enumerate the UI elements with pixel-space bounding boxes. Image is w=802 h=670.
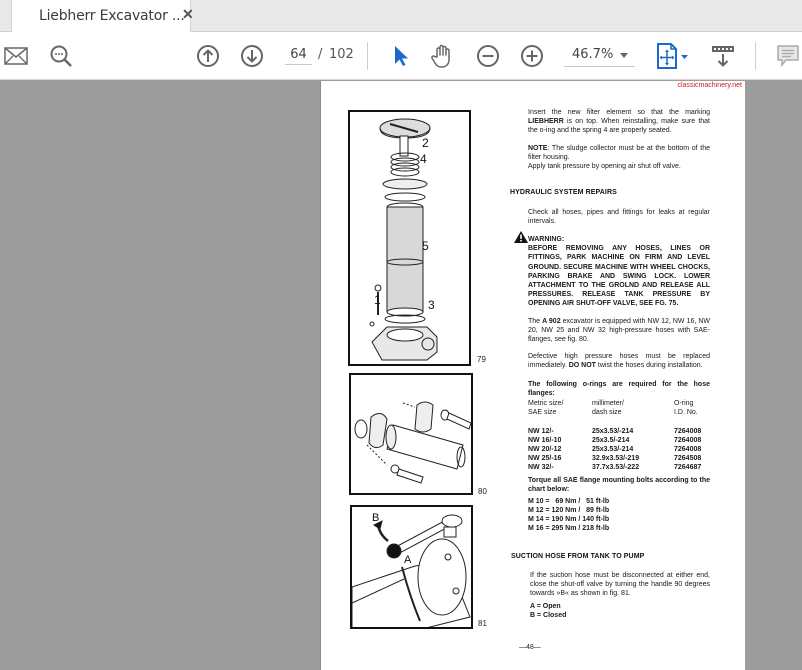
warning-block (528, 235, 710, 309)
svg-text:1: 1 (374, 293, 381, 307)
cell: NW 16/-10 (528, 436, 562, 444)
cell: 7264687 (674, 464, 702, 472)
figure-number: 79 (477, 355, 486, 364)
document-viewport[interactable] (0, 81, 802, 670)
do-not-bold: DO NOT (568, 362, 596, 370)
oring-table (528, 399, 714, 473)
table-header-row (528, 408, 714, 417)
fit-page-icon[interactable] (656, 43, 690, 69)
warning-title: WARNING: (528, 236, 565, 243)
torque-row: M 10 = 69 Nm / 51 ft-lb (528, 498, 610, 505)
figure-80-hose-flange (349, 373, 473, 495)
liebherr-bold: LIEBHERR (528, 118, 564, 126)
table-row (528, 445, 714, 454)
text: The (528, 318, 543, 325)
svg-text:4: 4 (420, 152, 427, 166)
torque-row: M 12 = 120 Nm / 89 ft-lb (528, 507, 610, 514)
chevron-down-icon (620, 53, 628, 58)
pdf-page (320, 81, 745, 670)
next-page-icon[interactable] (239, 43, 265, 69)
note-label: NOTE (528, 145, 548, 152)
cell: 37.7x3.53/-222 (592, 464, 640, 472)
figure-number: 80 (478, 487, 487, 496)
zoom-value: 46.7% (572, 47, 614, 62)
note-paragraph (528, 144, 710, 172)
svg-text:2: 2 (422, 136, 429, 150)
cell: NW 20/-12 (528, 446, 562, 453)
figure-79-filter-assembly (348, 110, 471, 366)
warning-icon (514, 230, 528, 248)
section-heading: HYDRAULIC SYSTEM REPAIRS (510, 189, 617, 196)
hand-tool-icon[interactable] (430, 43, 456, 69)
cell: NW 25/-16 (528, 455, 562, 463)
header-cell: O-ring (674, 400, 694, 407)
table-row (528, 436, 714, 445)
table-row (528, 427, 714, 436)
intro-line: Insert the new filter element so that the marking (528, 109, 710, 116)
cell: 25x3.53/-214 (592, 446, 634, 453)
warning-body: BEFORE REMOVING ANY HOSES, LINES OR FITTINGS, PARK MACHINE ON FIRM AND LEVEL GROUND. SECURE MACHINE WITH WHEEL CHOCKS, PARKING BRAKE AND SWING LOCK. LOWER ATTACHMENT TO THE GROLND AND RELEASE ALL PRESSURES. RELEASE TANK PRESSURE BY OPENING AIR SHUT-OFF VALVE, SEE FG. 75. (528, 245, 710, 308)
cell: NW 32/- (528, 464, 554, 472)
email-icon[interactable] (3, 43, 29, 69)
intro-paragraph (528, 108, 710, 136)
note-text: : The sludge collector must be at the bottom of the filter housing. (528, 145, 710, 162)
figure-81-shutoff-valve (350, 505, 473, 629)
page-footer-number: —48— (519, 644, 541, 651)
header-cell: dash size (592, 409, 622, 417)
cell: 7264008 (674, 427, 702, 435)
intro-line: the o-ing and the spring 4 are properly seated. (528, 127, 672, 135)
svg-text:A: A (404, 554, 412, 566)
find-text-icon[interactable] (48, 43, 74, 69)
note-text: Apply tank pressure by opening air shut off valve. (528, 163, 681, 171)
toolbar-divider (367, 42, 368, 70)
svg-text:5: 5 (422, 239, 429, 253)
model-bold: A 902 (542, 318, 561, 325)
cell: 7264008 (674, 446, 702, 453)
defective-paragraph (528, 352, 710, 370)
table-header-row (528, 399, 714, 408)
valve-open-label: A = Open (530, 603, 561, 610)
zoom-level-dropdown[interactable] (564, 44, 635, 67)
toolbar-divider (755, 42, 756, 70)
zoom-in-icon[interactable] (519, 43, 545, 69)
table-row (528, 454, 714, 463)
document-tab[interactable] (11, 0, 194, 33)
page-number-input[interactable]: 64 (285, 45, 312, 65)
tab-bar (0, 0, 802, 32)
header-cell: I.D. No. (674, 409, 698, 417)
svg-text:3: 3 (428, 298, 435, 312)
tab-title: Liebherr Excavator ... (39, 8, 185, 24)
header-cell: SAE size (528, 409, 557, 417)
watermark: classicmachinery.net (677, 82, 742, 89)
cell: 25x3.5/-214 (592, 436, 630, 444)
suction-paragraph: If the suction hose must be disconnected at either end, close the shut-off valve by turning the handle 90 degrees towards »B« as shown in fig. 81. (530, 572, 710, 598)
check-paragraph: Check all hoses, pipes and fittings for leaks at regular intervals. (528, 209, 710, 226)
intro-line: is on top. When reinstalling, make sure that (563, 118, 710, 126)
page-total: 102 (329, 47, 354, 62)
section-heading: SUCTION HOSE FROM TANK TO PUMP (511, 553, 645, 560)
previous-page-icon[interactable] (195, 43, 221, 69)
page-separator: / (318, 47, 323, 62)
text: twist the hoses during installation. (595, 362, 703, 370)
select-tool-icon[interactable] (388, 43, 414, 69)
scroll-mode-icon[interactable] (710, 43, 736, 69)
header-cell: Metric size/ (528, 400, 564, 407)
table-row (528, 463, 714, 472)
svg-text:B: B (372, 512, 380, 524)
comment-icon[interactable] (775, 43, 801, 69)
valve-closed-label: B = Closed (530, 612, 567, 619)
zoom-out-icon[interactable] (475, 43, 501, 69)
toolbar (0, 32, 802, 80)
close-icon[interactable]: ✕ (182, 6, 194, 22)
torque-row: M 16 = 295 Nm / 218 ft-lb (528, 525, 610, 532)
torque-row: M 14 = 190 Nm / 140 ft-lb (528, 516, 610, 523)
cell: 7264508 (674, 455, 702, 463)
equipment-paragraph (528, 317, 710, 345)
text: excavator is equipped with NW 12, NW 16, NW 20, NW 25 and NW 32 high-pressure hoses with SAE-flanges, see fig. 80. (528, 318, 710, 344)
cell: 7264008 (674, 436, 702, 444)
text: Defective high pressure hoses must be replaced immediately. (528, 353, 710, 370)
header-cell: millimeter/ (592, 400, 624, 407)
figure-number: 81 (478, 619, 487, 628)
cell: NW 12/- (528, 427, 554, 435)
orings-intro: The following o-rings are required for the hose flanges: (528, 381, 710, 398)
cell: 25x3.53/-214 (592, 427, 634, 435)
torque-intro: Torque all SAE flange mounting bolts according to the chart below: (528, 477, 710, 494)
cell: 32.9x3.53/-219 (592, 455, 640, 463)
